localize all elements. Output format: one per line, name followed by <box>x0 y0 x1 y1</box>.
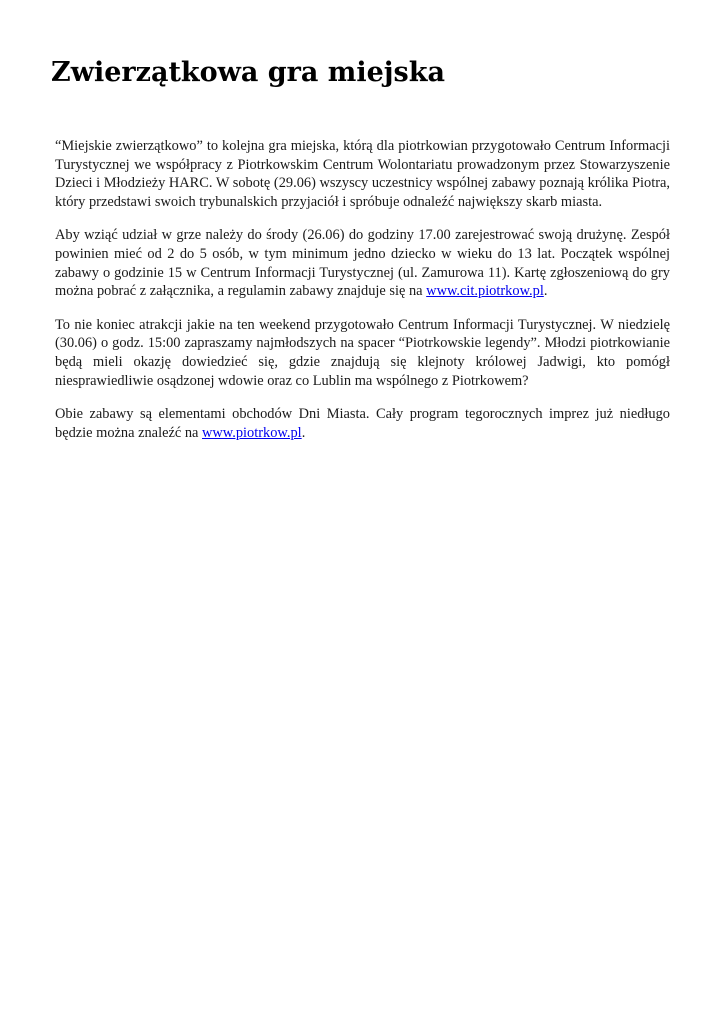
paragraph-3: To nie koniec atrakcji jakie na ten weekend przygotowało Centrum Informacji Turystycznej. W niedzielę (30.06) o godz. 15:00 zapraszamy najmłodszych na spacer “Piotrkowskie legendy”. Młodzi piotrkowianie będą mieli okazję dowiedzieć się, gdzie znajdują się klejnoty królowej Jadwigi, kto pomógł niesprawiedliwie osądzonej wdowie oraz co Lublin ma wspólnego z Piotrkowem? <box>55 316 670 389</box>
page-title: Zwierzątkowa gra miejska <box>51 57 445 88</box>
paragraph-4-end: . <box>301 424 306 441</box>
paragraph-4 <box>55 405 670 442</box>
paragraph-2-end: . <box>543 283 548 300</box>
paragraph-2-text: Aby wziąć udział w grze należy do środy (26.06) do godziny 17.00 zarejestrować swoją drużynę. Zespół powinien mieć od 2 do 5 osób, w tym minimum jedno dziecko w wieku do 13 lat. Początek wspólnej zabawy o godzinie 15 w Centrum Informacji Turystycznej (ul. Zamurowa 11). Kartę zgłoszeniową do gry można pobrać z załącznika, a regulamin zabawy znajduje się na <box>55 227 670 300</box>
paragraph-1: “Miejskie zwierzątkowo” to kolejna gra miejska, którą dla piotrkowian przygotowało Centrum Informacji Turystycznej we współpracy z Piotrkowskim Centrum Wolontariatu prowadzonym przez Stowarzyszenie Dzieci i Młodzieży HARC. W sobotę (29.06) wszyscy uczestnicy wspólnej zabawy poznają królika Piotra, który przedstawi swoich trybunalskich przyjaciół i spróbuje odnaleźć największy skarb miasta. <box>55 138 670 210</box>
cit-website-link[interactable]: www.cit.piotrkow.pl <box>426 283 544 300</box>
paragraph-4-text: Obie zabawy są elementami obchodów Dni Miasta. Cały program tegorocznych imprez już niedługo będzie można znaleźć na <box>55 406 670 441</box>
article-body <box>55 137 670 457</box>
city-website-link[interactable]: www.piotrkow.pl <box>202 424 302 441</box>
paragraph-2 <box>55 226 670 300</box>
